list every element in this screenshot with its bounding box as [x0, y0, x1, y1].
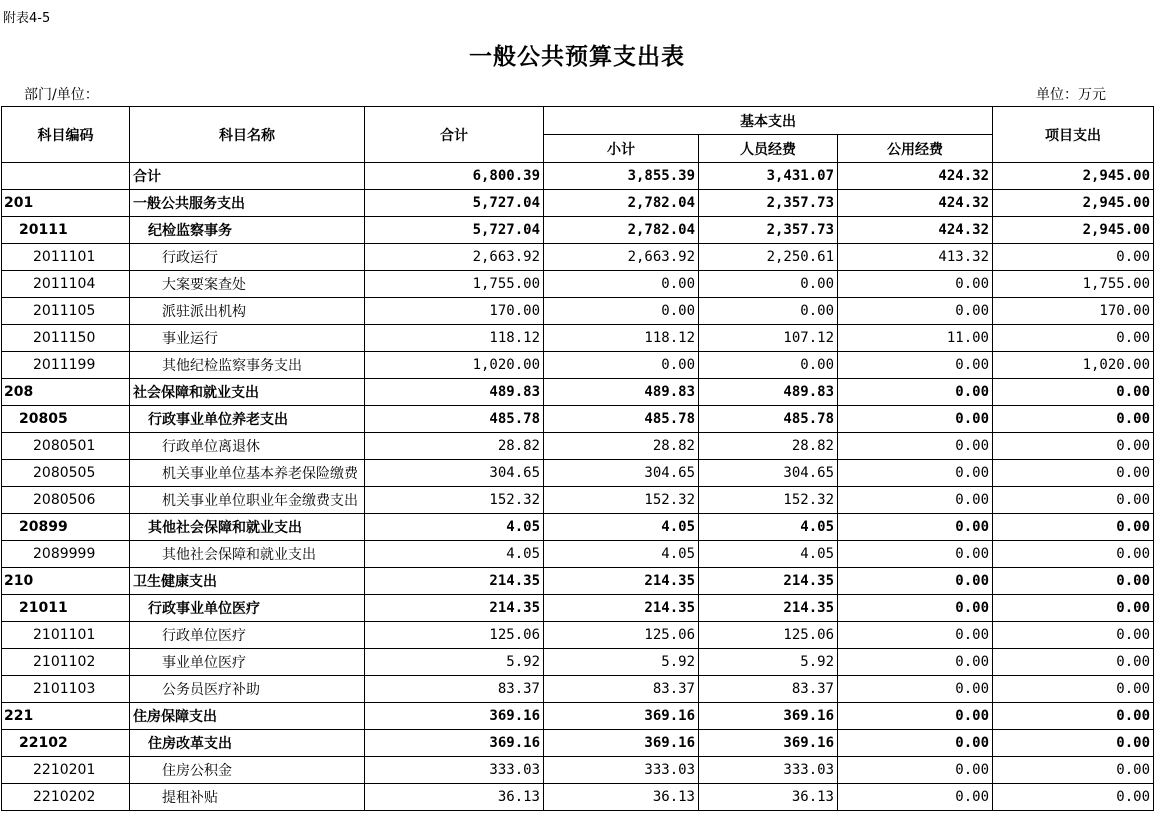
cell-subtotal: 118.12 — [544, 325, 699, 352]
cell-public: 0.00 — [838, 379, 993, 406]
cell-public: 0.00 — [838, 649, 993, 676]
cell-name: 住房公积金 — [130, 757, 365, 784]
cell-public: 0.00 — [838, 568, 993, 595]
cell-project: 0.00 — [993, 541, 1154, 568]
cell-public: 413.32 — [838, 244, 993, 271]
cell-subtotal: 0.00 — [544, 298, 699, 325]
cell-personnel: 125.06 — [699, 622, 838, 649]
cell-subtotal: 125.06 — [544, 622, 699, 649]
cell-subtotal: 333.03 — [544, 757, 699, 784]
table-body — [2, 163, 1154, 811]
cell-personnel: 5.92 — [699, 649, 838, 676]
cell-total: 5,727.04 — [365, 190, 544, 217]
cell-public: 0.00 — [838, 460, 993, 487]
cell-subtotal: 36.13 — [544, 784, 699, 811]
cell-public: 0.00 — [838, 595, 993, 622]
cell-total: 152.32 — [365, 487, 544, 514]
cell-public: 0.00 — [838, 352, 993, 379]
cell-code: 2080506 — [2, 487, 130, 514]
cell-name: 行政单位医疗 — [130, 622, 365, 649]
cell-subtotal: 2,663.92 — [544, 244, 699, 271]
cell-total: 369.16 — [365, 730, 544, 757]
cell-code: 2210201 — [2, 757, 130, 784]
cell-public: 0.00 — [838, 487, 993, 514]
table-row — [2, 298, 1154, 325]
cell-personnel: 2,250.61 — [699, 244, 838, 271]
cell-project: 0.00 — [993, 622, 1154, 649]
cell-public: 0.00 — [838, 514, 993, 541]
cell-code: 2101102 — [2, 649, 130, 676]
table-row — [2, 217, 1154, 244]
cell-project: 0.00 — [993, 568, 1154, 595]
cell-name: 社会保障和就业支出 — [130, 379, 365, 406]
cell-personnel: 2,357.73 — [699, 190, 838, 217]
table-header — [2, 107, 1154, 163]
cell-project: 0.00 — [993, 460, 1154, 487]
header-project: 项目支出 — [993, 107, 1154, 163]
cell-project: 0.00 — [993, 649, 1154, 676]
cell-subtotal: 0.00 — [544, 271, 699, 298]
budget-table — [1, 106, 1154, 811]
cell-public: 0.00 — [838, 703, 993, 730]
cell-subtotal: 0.00 — [544, 352, 699, 379]
cell-subtotal: 214.35 — [544, 568, 699, 595]
table-row — [2, 541, 1154, 568]
cell-personnel: 214.35 — [699, 595, 838, 622]
header-personnel: 人员经费 — [699, 135, 838, 163]
cell-project: 0.00 — [993, 730, 1154, 757]
cell-project: 0.00 — [993, 406, 1154, 433]
cell-name: 机关事业单位职业年金缴费支出 — [130, 487, 365, 514]
table-row — [2, 514, 1154, 541]
cell-total: 36.13 — [365, 784, 544, 811]
cell-code: 20899 — [2, 514, 130, 541]
cell-code: 20805 — [2, 406, 130, 433]
cell-subtotal: 214.35 — [544, 595, 699, 622]
cell-personnel: 333.03 — [699, 757, 838, 784]
header-public: 公用经费 — [838, 135, 993, 163]
cell-total: 6,800.39 — [365, 163, 544, 190]
cell-total: 170.00 — [365, 298, 544, 325]
cell-total: 214.35 — [365, 568, 544, 595]
cell-project: 2,945.00 — [993, 190, 1154, 217]
table-row — [2, 676, 1154, 703]
cell-name: 行政事业单位医疗 — [130, 595, 365, 622]
header-code: 科目编码 — [2, 107, 130, 163]
cell-total: 304.65 — [365, 460, 544, 487]
cell-project: 0.00 — [993, 325, 1154, 352]
cell-public: 0.00 — [838, 433, 993, 460]
cell-code: 21011 — [2, 595, 130, 622]
cell-public: 0.00 — [838, 730, 993, 757]
cell-personnel: 369.16 — [699, 730, 838, 757]
table-row — [2, 622, 1154, 649]
cell-code: 2011199 — [2, 352, 130, 379]
cell-project: 0.00 — [993, 514, 1154, 541]
cell-name: 合计 — [130, 163, 365, 190]
cell-public: 0.00 — [838, 676, 993, 703]
cell-total: 489.83 — [365, 379, 544, 406]
cell-subtotal: 152.32 — [544, 487, 699, 514]
cell-personnel: 0.00 — [699, 271, 838, 298]
cell-total: 333.03 — [365, 757, 544, 784]
cell-total: 485.78 — [365, 406, 544, 433]
cell-subtotal: 83.37 — [544, 676, 699, 703]
table-row — [2, 784, 1154, 811]
cell-name: 行政事业单位养老支出 — [130, 406, 365, 433]
cell-personnel: 369.16 — [699, 703, 838, 730]
cell-name: 其他纪检监察事务支出 — [130, 352, 365, 379]
cell-project: 2,945.00 — [993, 217, 1154, 244]
cell-code: 210 — [2, 568, 130, 595]
table-row — [2, 649, 1154, 676]
department-label: 部门/单位： — [24, 87, 99, 103]
cell-code: 221 — [2, 703, 130, 730]
header-name: 科目名称 — [130, 107, 365, 163]
cell-personnel: 83.37 — [699, 676, 838, 703]
cell-project: 0.00 — [993, 595, 1154, 622]
cell-subtotal: 5.92 — [544, 649, 699, 676]
cell-personnel: 0.00 — [699, 298, 838, 325]
cell-code: 2080501 — [2, 433, 130, 460]
table-row — [2, 163, 1154, 190]
unit-label: 单位：万元 — [1036, 87, 1106, 103]
cell-name: 机关事业单位基本养老保险缴费 — [130, 460, 365, 487]
cell-total: 1,755.00 — [365, 271, 544, 298]
cell-subtotal: 369.16 — [544, 703, 699, 730]
cell-code: 2011104 — [2, 271, 130, 298]
cell-project: 0.00 — [993, 244, 1154, 271]
cell-code — [2, 163, 130, 190]
cell-public: 0.00 — [838, 406, 993, 433]
cell-name: 事业单位医疗 — [130, 649, 365, 676]
cell-total: 83.37 — [365, 676, 544, 703]
cell-code: 2080505 — [2, 460, 130, 487]
cell-total: 28.82 — [365, 433, 544, 460]
cell-total: 5,727.04 — [365, 217, 544, 244]
header-basic: 基本支出 — [544, 107, 993, 135]
cell-project: 0.00 — [993, 757, 1154, 784]
cell-subtotal: 369.16 — [544, 730, 699, 757]
table-row — [2, 568, 1154, 595]
cell-public: 424.32 — [838, 217, 993, 244]
cell-name: 行政运行 — [130, 244, 365, 271]
cell-subtotal: 4.05 — [544, 514, 699, 541]
cell-name: 住房保障支出 — [130, 703, 365, 730]
cell-public: 0.00 — [838, 622, 993, 649]
table-row — [2, 460, 1154, 487]
header-total: 合计 — [365, 107, 544, 163]
cell-code: 2011150 — [2, 325, 130, 352]
cell-name: 其他社会保障和就业支出 — [130, 541, 365, 568]
cell-name: 公务员医疗补助 — [130, 676, 365, 703]
table-row — [2, 190, 1154, 217]
cell-project: 2,945.00 — [993, 163, 1154, 190]
cell-project: 1,755.00 — [993, 271, 1154, 298]
cell-code: 2101103 — [2, 676, 130, 703]
cell-personnel: 4.05 — [699, 514, 838, 541]
table-row — [2, 703, 1154, 730]
cell-project: 0.00 — [993, 487, 1154, 514]
cell-total: 369.16 — [365, 703, 544, 730]
cell-name: 一般公共服务支出 — [130, 190, 365, 217]
cell-subtotal: 2,782.04 — [544, 217, 699, 244]
cell-name: 大案要案查处 — [130, 271, 365, 298]
cell-code: 22102 — [2, 730, 130, 757]
cell-personnel: 4.05 — [699, 541, 838, 568]
cell-subtotal: 2,782.04 — [544, 190, 699, 217]
cell-project: 0.00 — [993, 433, 1154, 460]
cell-name: 事业运行 — [130, 325, 365, 352]
cell-code: 2210202 — [2, 784, 130, 811]
cell-personnel: 152.32 — [699, 487, 838, 514]
cell-personnel: 2,357.73 — [699, 217, 838, 244]
cell-subtotal: 3,855.39 — [544, 163, 699, 190]
cell-total: 118.12 — [365, 325, 544, 352]
cell-code: 2101101 — [2, 622, 130, 649]
table-row — [2, 595, 1154, 622]
cell-subtotal: 4.05 — [544, 541, 699, 568]
header-subtotal: 小计 — [544, 135, 699, 163]
cell-total: 125.06 — [365, 622, 544, 649]
cell-code: 208 — [2, 379, 130, 406]
table-row — [2, 406, 1154, 433]
cell-code: 2011105 — [2, 298, 130, 325]
cell-public: 0.00 — [838, 541, 993, 568]
cell-name: 住房改革支出 — [130, 730, 365, 757]
cell-public: 0.00 — [838, 757, 993, 784]
appendix-label: 附表4-5 — [3, 11, 51, 26]
table-row — [2, 730, 1154, 757]
table-row — [2, 271, 1154, 298]
cell-name: 派驻派出机构 — [130, 298, 365, 325]
table-row — [2, 379, 1154, 406]
cell-personnel: 485.78 — [699, 406, 838, 433]
cell-total: 5.92 — [365, 649, 544, 676]
cell-personnel: 489.83 — [699, 379, 838, 406]
cell-personnel: 214.35 — [699, 568, 838, 595]
cell-personnel: 28.82 — [699, 433, 838, 460]
cell-subtotal: 28.82 — [544, 433, 699, 460]
cell-name: 行政单位离退休 — [130, 433, 365, 460]
cell-public: 0.00 — [838, 271, 993, 298]
page-title: 一般公共预算支出表 — [469, 44, 685, 70]
table-row — [2, 325, 1154, 352]
table-row — [2, 244, 1154, 271]
cell-public: 0.00 — [838, 784, 993, 811]
cell-project: 0.00 — [993, 379, 1154, 406]
cell-code: 2011101 — [2, 244, 130, 271]
cell-subtotal: 485.78 — [544, 406, 699, 433]
cell-subtotal: 304.65 — [544, 460, 699, 487]
cell-public: 424.32 — [838, 163, 993, 190]
cell-subtotal: 489.83 — [544, 379, 699, 406]
cell-code: 201 — [2, 190, 130, 217]
cell-total: 4.05 — [365, 514, 544, 541]
cell-total: 4.05 — [365, 541, 544, 568]
cell-name: 提租补贴 — [130, 784, 365, 811]
cell-personnel: 0.00 — [699, 352, 838, 379]
cell-project: 170.00 — [993, 298, 1154, 325]
cell-name: 纪检监察事务 — [130, 217, 365, 244]
cell-public: 11.00 — [838, 325, 993, 352]
cell-public: 0.00 — [838, 298, 993, 325]
cell-personnel: 304.65 — [699, 460, 838, 487]
cell-name: 卫生健康支出 — [130, 568, 365, 595]
table-row — [2, 487, 1154, 514]
table-row — [2, 757, 1154, 784]
cell-personnel: 36.13 — [699, 784, 838, 811]
cell-personnel: 3,431.07 — [699, 163, 838, 190]
table-row — [2, 352, 1154, 379]
cell-code: 20111 — [2, 217, 130, 244]
cell-name: 其他社会保障和就业支出 — [130, 514, 365, 541]
cell-project: 0.00 — [993, 676, 1154, 703]
cell-total: 1,020.00 — [365, 352, 544, 379]
table-row — [2, 433, 1154, 460]
cell-code: 2089999 — [2, 541, 130, 568]
cell-total: 2,663.92 — [365, 244, 544, 271]
cell-project: 0.00 — [993, 703, 1154, 730]
cell-project: 1,020.00 — [993, 352, 1154, 379]
cell-personnel: 107.12 — [699, 325, 838, 352]
cell-project: 0.00 — [993, 784, 1154, 811]
cell-public: 424.32 — [838, 190, 993, 217]
cell-total: 214.35 — [365, 595, 544, 622]
